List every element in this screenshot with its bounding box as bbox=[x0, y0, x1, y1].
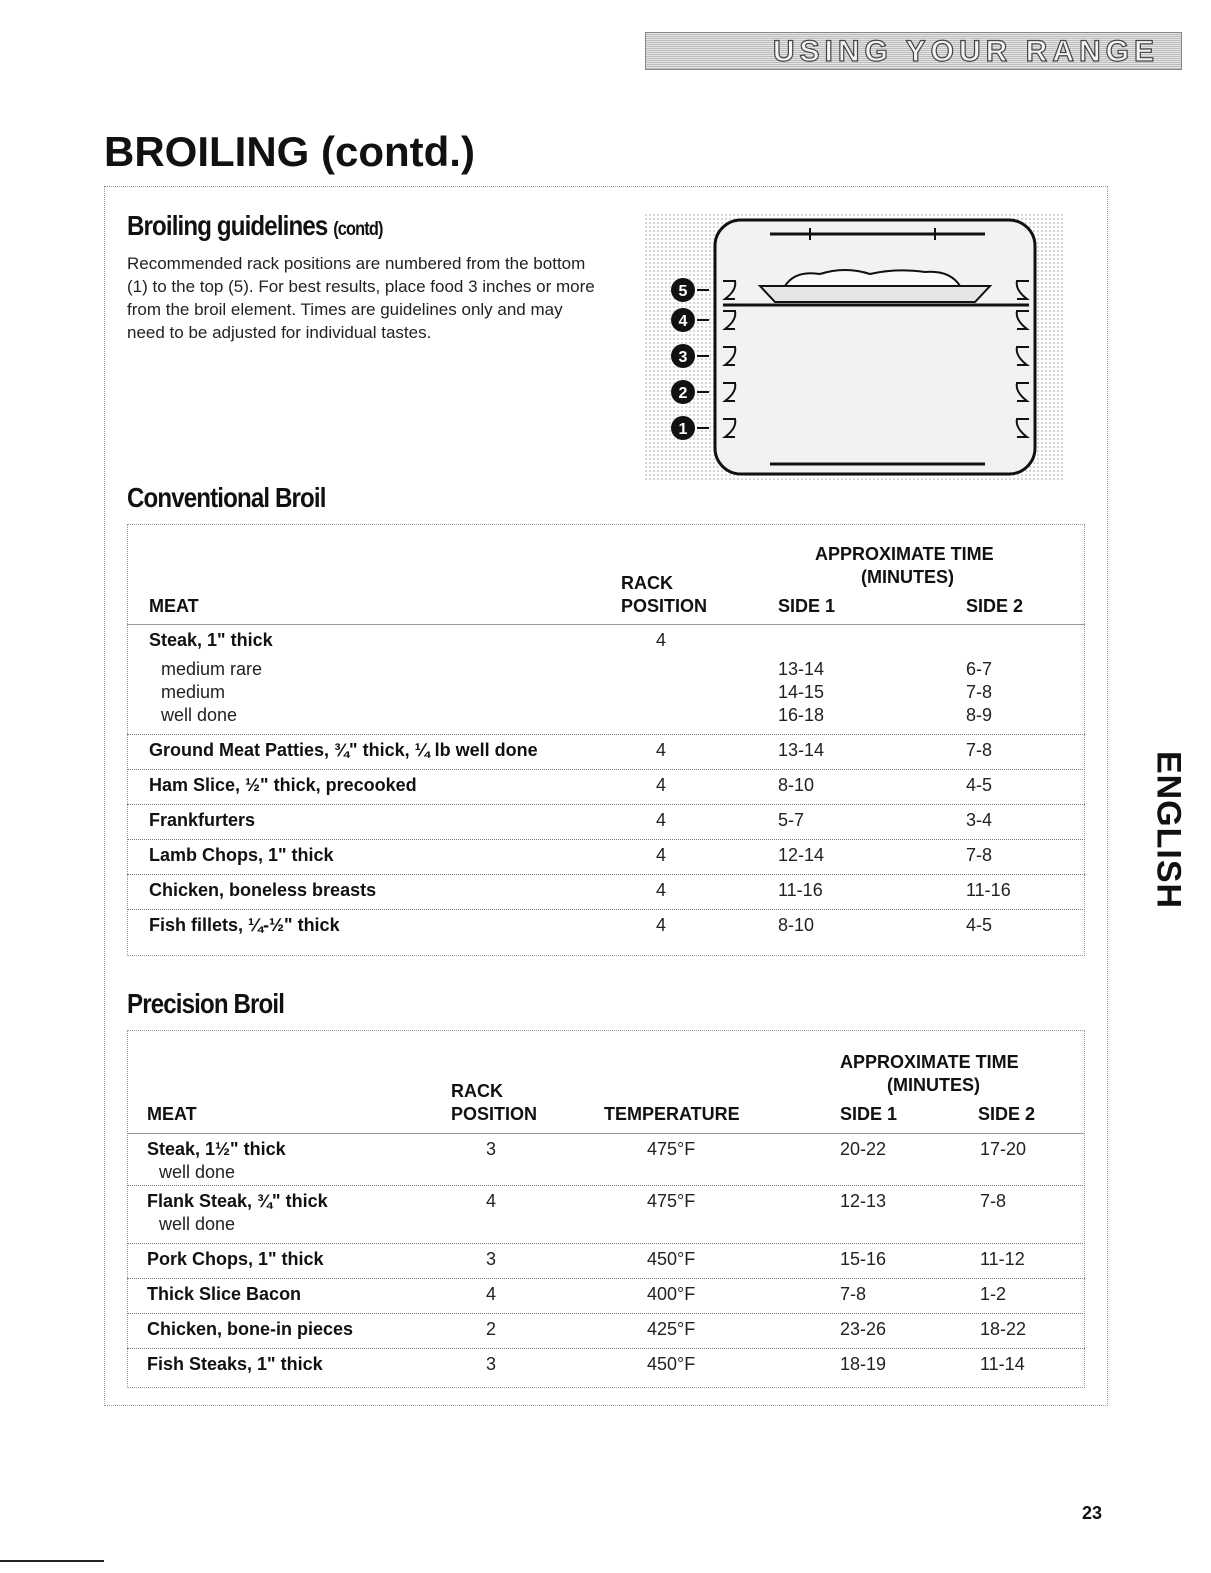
conv-row-side2: 7-8 bbox=[966, 740, 993, 760]
conv-position-header: POSITION bbox=[621, 596, 708, 616]
conv-row-side1: 13-14 bbox=[778, 659, 825, 679]
prec-row-side2: 17-20 bbox=[980, 1139, 1027, 1159]
page-title: BROILING (contd.) bbox=[104, 128, 475, 175]
prec-row-doneness: well done bbox=[159, 1214, 236, 1234]
conv-row-side1: 16-18 bbox=[778, 705, 825, 725]
prec-minutes-header: (MINUTES) bbox=[887, 1075, 980, 1095]
row-divider bbox=[127, 769, 1085, 770]
prec-row-temperature: 425°F bbox=[647, 1319, 696, 1339]
row-divider bbox=[127, 804, 1085, 805]
conv-row-side1: 8-10 bbox=[778, 915, 815, 935]
conv-row-rack: 4 bbox=[656, 845, 667, 865]
prec-row-rack: 3 bbox=[486, 1249, 497, 1269]
conv-row-side2: 6-7 bbox=[966, 659, 993, 679]
prec-meat-header: MEAT bbox=[147, 1104, 197, 1124]
row-divider bbox=[127, 1243, 1085, 1244]
prec-row-temperature: 475°F bbox=[647, 1191, 696, 1211]
prec-row-side1: 12-13 bbox=[840, 1191, 887, 1211]
prec-row-rack: 3 bbox=[486, 1139, 497, 1159]
conv-row-rack: 4 bbox=[656, 880, 667, 900]
prec-row-side2: 11-14 bbox=[980, 1354, 1025, 1374]
prec-row-side1: 23-26 bbox=[840, 1319, 887, 1339]
broil-pan bbox=[760, 286, 990, 302]
prec-row-temperature: 400°F bbox=[647, 1284, 696, 1304]
prec-row-meat: Flank Steak, ¾" thick bbox=[147, 1191, 328, 1211]
conv-row-side1: 8-10 bbox=[778, 775, 815, 795]
conv-minutes-header: (MINUTES) bbox=[861, 567, 954, 587]
prec-row-side1: 7-8 bbox=[840, 1284, 867, 1304]
conv-row-meat: Chicken, boneless breasts bbox=[149, 880, 377, 900]
row-divider bbox=[127, 874, 1085, 875]
conv-row-side1: 12-14 bbox=[778, 845, 825, 865]
prec-temperature-header: TEMPERATURE bbox=[604, 1104, 740, 1124]
prec-row-temperature: 450°F bbox=[647, 1249, 696, 1269]
prec-row-rack: 4 bbox=[486, 1191, 497, 1211]
row-divider bbox=[127, 839, 1085, 840]
conv-approx-time-header: APPROXIMATE TIME bbox=[815, 544, 994, 564]
conv-row-side1: 14-15 bbox=[778, 682, 825, 702]
section-header-band bbox=[645, 32, 1182, 70]
prec-row-doneness: well done bbox=[159, 1162, 236, 1182]
row-divider bbox=[127, 1348, 1085, 1349]
conv-row-meat: Frankfurters bbox=[149, 810, 256, 830]
row-divider bbox=[127, 909, 1085, 910]
prec-row-side1: 15-16 bbox=[840, 1249, 887, 1269]
prec-position-header: POSITION bbox=[451, 1104, 538, 1124]
prec-row-side2: 7-8 bbox=[980, 1191, 1007, 1211]
prec-row-meat: Steak, 1½" thick bbox=[147, 1139, 286, 1159]
conv-row-side2: 4-5 bbox=[966, 915, 993, 935]
page-number: 23 bbox=[1082, 1503, 1103, 1523]
conventional-broil-heading: Conventional Broil bbox=[127, 482, 326, 513]
prec-row-rack: 3 bbox=[486, 1354, 497, 1374]
prec-row-temperature: 475°F bbox=[647, 1139, 696, 1159]
guidelines-text: Recommended rack positions are numbered from the bottom (1) to the top (5). For best results, place food 3 inches or more from the broil element. Times are guidelines only and may need to be adjusted for individual tastes. bbox=[127, 254, 595, 342]
prec-row-meat: Pork Chops, 1" thick bbox=[147, 1249, 324, 1269]
language-side-tab-label: ENGLISH bbox=[1149, 750, 1188, 910]
prec-row-side2: 11-12 bbox=[980, 1249, 1025, 1269]
prec-row-side1: 18-19 bbox=[840, 1354, 887, 1374]
conv-side1-header: SIDE 1 bbox=[778, 596, 836, 616]
conv-row-rack: 4 bbox=[656, 810, 667, 830]
section-header-label: USING YOUR RANGE bbox=[772, 35, 1159, 68]
rack-position-number: 3 bbox=[678, 349, 688, 366]
conv-row-side2: 7-8 bbox=[966, 682, 993, 702]
conv-row-side1: 11-16 bbox=[778, 880, 823, 900]
row-divider bbox=[127, 734, 1085, 735]
prec-row-meat: Chicken, bone-in pieces bbox=[147, 1319, 354, 1339]
rack-position-number: 2 bbox=[678, 385, 688, 402]
conv-row-meat: Steak, 1" thick bbox=[149, 630, 273, 650]
prec-approx-time-header: APPROXIMATE TIME bbox=[840, 1052, 1019, 1072]
conv-row-rack: 4 bbox=[656, 740, 667, 760]
conv-row-rack: 4 bbox=[656, 775, 667, 795]
conv-row-side1: 5-7 bbox=[778, 810, 805, 830]
conv-row-side2: 8-9 bbox=[966, 705, 993, 725]
prec-row-side2: 18-22 bbox=[980, 1319, 1027, 1339]
prec-rack-header: RACK bbox=[451, 1081, 503, 1101]
language-side-tab bbox=[1150, 720, 1186, 940]
prec-row-meat: Thick Slice Bacon bbox=[147, 1284, 302, 1304]
conv-row-rack: 4 bbox=[656, 630, 667, 650]
row-divider bbox=[127, 624, 1085, 625]
prec-row-rack: 4 bbox=[486, 1284, 497, 1304]
rack-position-number: 5 bbox=[678, 283, 688, 300]
conv-row-side1: 13-14 bbox=[778, 740, 825, 760]
rack-position-number: 4 bbox=[678, 313, 688, 330]
precision-broil-heading: Precision Broil bbox=[127, 988, 285, 1019]
conv-row-side2: 4-5 bbox=[966, 775, 993, 795]
row-divider bbox=[127, 1185, 1085, 1186]
conv-row-meat: Fish fillets, ¼-½" thick bbox=[149, 915, 340, 935]
conv-row-meat: Lamb Chops, 1" thick bbox=[149, 845, 334, 865]
footer-rule bbox=[0, 1560, 104, 1562]
prec-side2-header: SIDE 2 bbox=[978, 1104, 1036, 1124]
oven-cavity-outline bbox=[715, 220, 1035, 474]
conv-row-doneness: medium rare bbox=[161, 659, 263, 679]
conv-rack-header: RACK bbox=[621, 573, 673, 593]
conv-row-meat: Ham Slice, ½" thick, precooked bbox=[149, 775, 417, 795]
conv-row-meat: Ground Meat Patties, ¾" thick, ¼ lb well done bbox=[149, 740, 538, 760]
conv-row-doneness: medium bbox=[161, 682, 226, 702]
guidelines-heading bbox=[127, 210, 383, 242]
conv-row-rack: 4 bbox=[656, 915, 667, 935]
prec-row-rack: 2 bbox=[486, 1319, 497, 1339]
row-divider bbox=[127, 1278, 1085, 1279]
row-divider bbox=[127, 1133, 1085, 1134]
conv-row-doneness: well done bbox=[161, 705, 238, 725]
conv-row-side2: 11-16 bbox=[966, 880, 1011, 900]
conv-row-side2: 3-4 bbox=[966, 810, 993, 830]
prec-row-meat: Fish Steaks, 1" thick bbox=[147, 1354, 323, 1374]
rack-position-number: 1 bbox=[678, 421, 688, 438]
prec-side1-header: SIDE 1 bbox=[840, 1104, 898, 1124]
conv-meat-header: MEAT bbox=[149, 596, 199, 616]
conv-side2-header: SIDE 2 bbox=[966, 596, 1024, 616]
prec-row-side1: 20-22 bbox=[840, 1139, 887, 1159]
prec-row-temperature: 450°F bbox=[647, 1354, 696, 1374]
guidelines-heading-suffix: (contd) bbox=[333, 219, 383, 240]
conv-row-side2: 7-8 bbox=[966, 845, 993, 865]
row-divider bbox=[127, 1313, 1085, 1314]
prec-row-side2: 1-2 bbox=[980, 1284, 1007, 1304]
oven-rack-diagram bbox=[645, 214, 1063, 482]
guidelines-heading-text: Broiling guidelines bbox=[127, 210, 328, 241]
